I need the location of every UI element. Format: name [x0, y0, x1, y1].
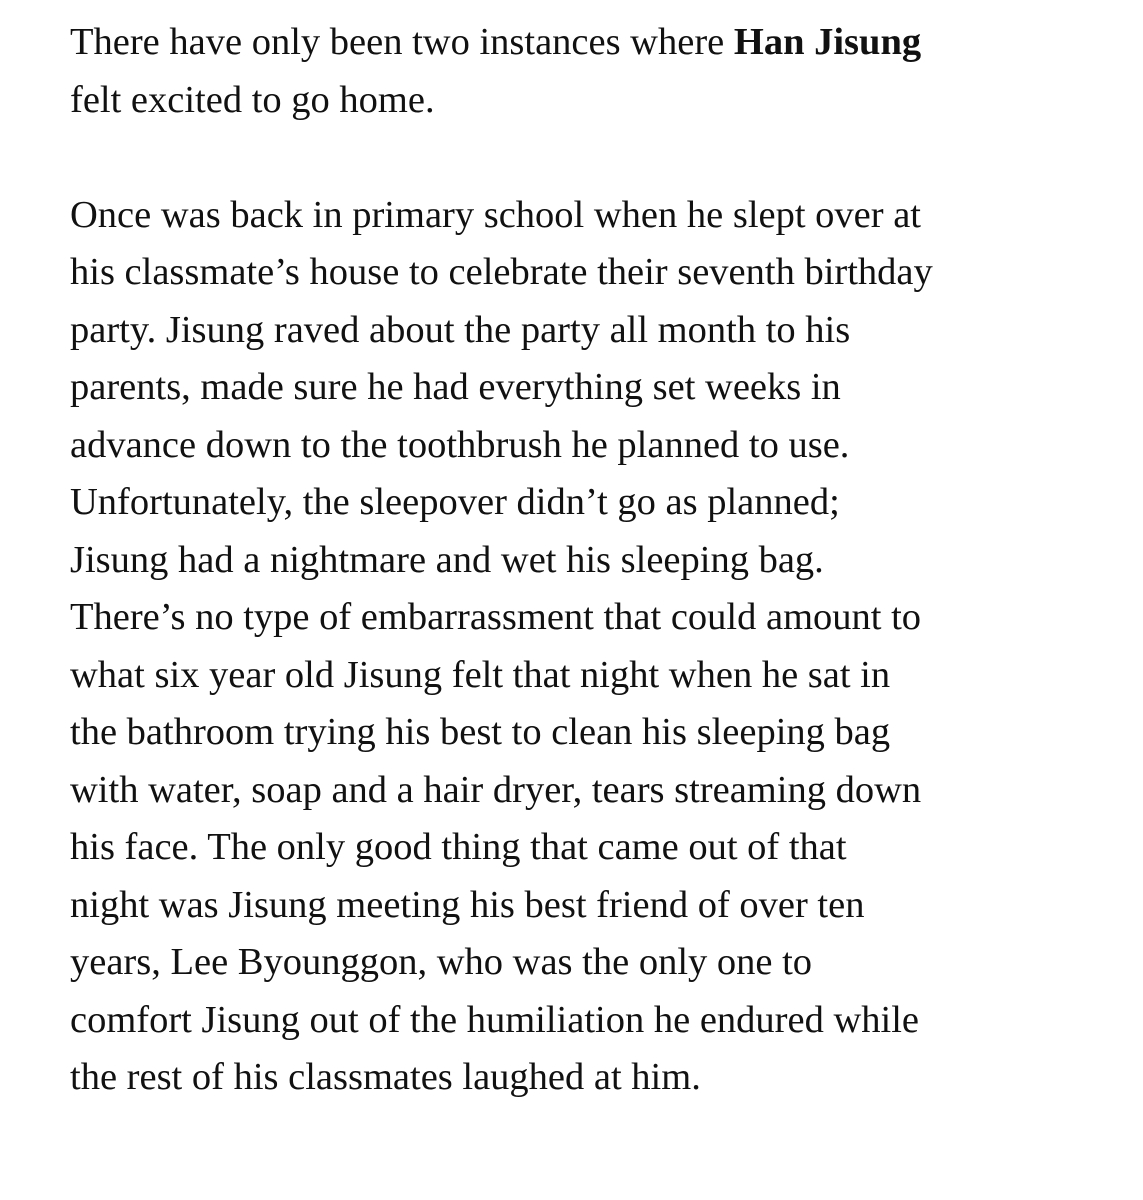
text-line: Unfortunately, the sleepover didn’t go as planned; — [70, 481, 840, 523]
text-line: years, Lee Byounggon, who was the only one to — [70, 941, 813, 983]
story-text — [70, 14, 1120, 1107]
text-line: Once was back in primary school when he slept over at — [70, 193, 922, 236]
paragraph-intro — [70, 14, 1120, 129]
text-line: party. Jisung raved about the party all month to his — [70, 308, 851, 351]
paragraph-story — [70, 187, 1120, 1107]
text-line: what six year old Jisung felt that night when he sat in — [70, 653, 891, 696]
text-line: comfort Jisung out of the humiliation he endured while — [70, 998, 919, 1041]
text-line: with water, soap and a hair dryer, tears streaming down — [70, 768, 922, 811]
text-line: the rest of his classmates laughed at him. — [70, 1056, 701, 1098]
text-line: parents, made sure he had everything set weeks in — [70, 366, 841, 408]
text-line: his classmate’s house to celebrate their seventh birthday — [70, 251, 933, 293]
text-line: felt excited to go home. — [70, 78, 435, 121]
character-name: Han Jisung — [733, 21, 922, 63]
text-line: advance down to the toothbrush he planned to use. — [70, 423, 850, 466]
text-line: There’s no type of embarrassment that could amount to — [70, 596, 922, 638]
text-line: his face. The only good thing that came out of that — [70, 826, 847, 868]
text-line — [70, 14, 1120, 72]
text-line: the bathroom trying his best to clean his sleeping bag — [70, 711, 891, 753]
text-line: Jisung had a nightmare and wet his sleeping bag. — [70, 538, 824, 581]
text-line: night was Jisung meeting his best friend of over ten — [70, 883, 865, 926]
intro-prefix: There have only been two instances where — [70, 21, 734, 63]
